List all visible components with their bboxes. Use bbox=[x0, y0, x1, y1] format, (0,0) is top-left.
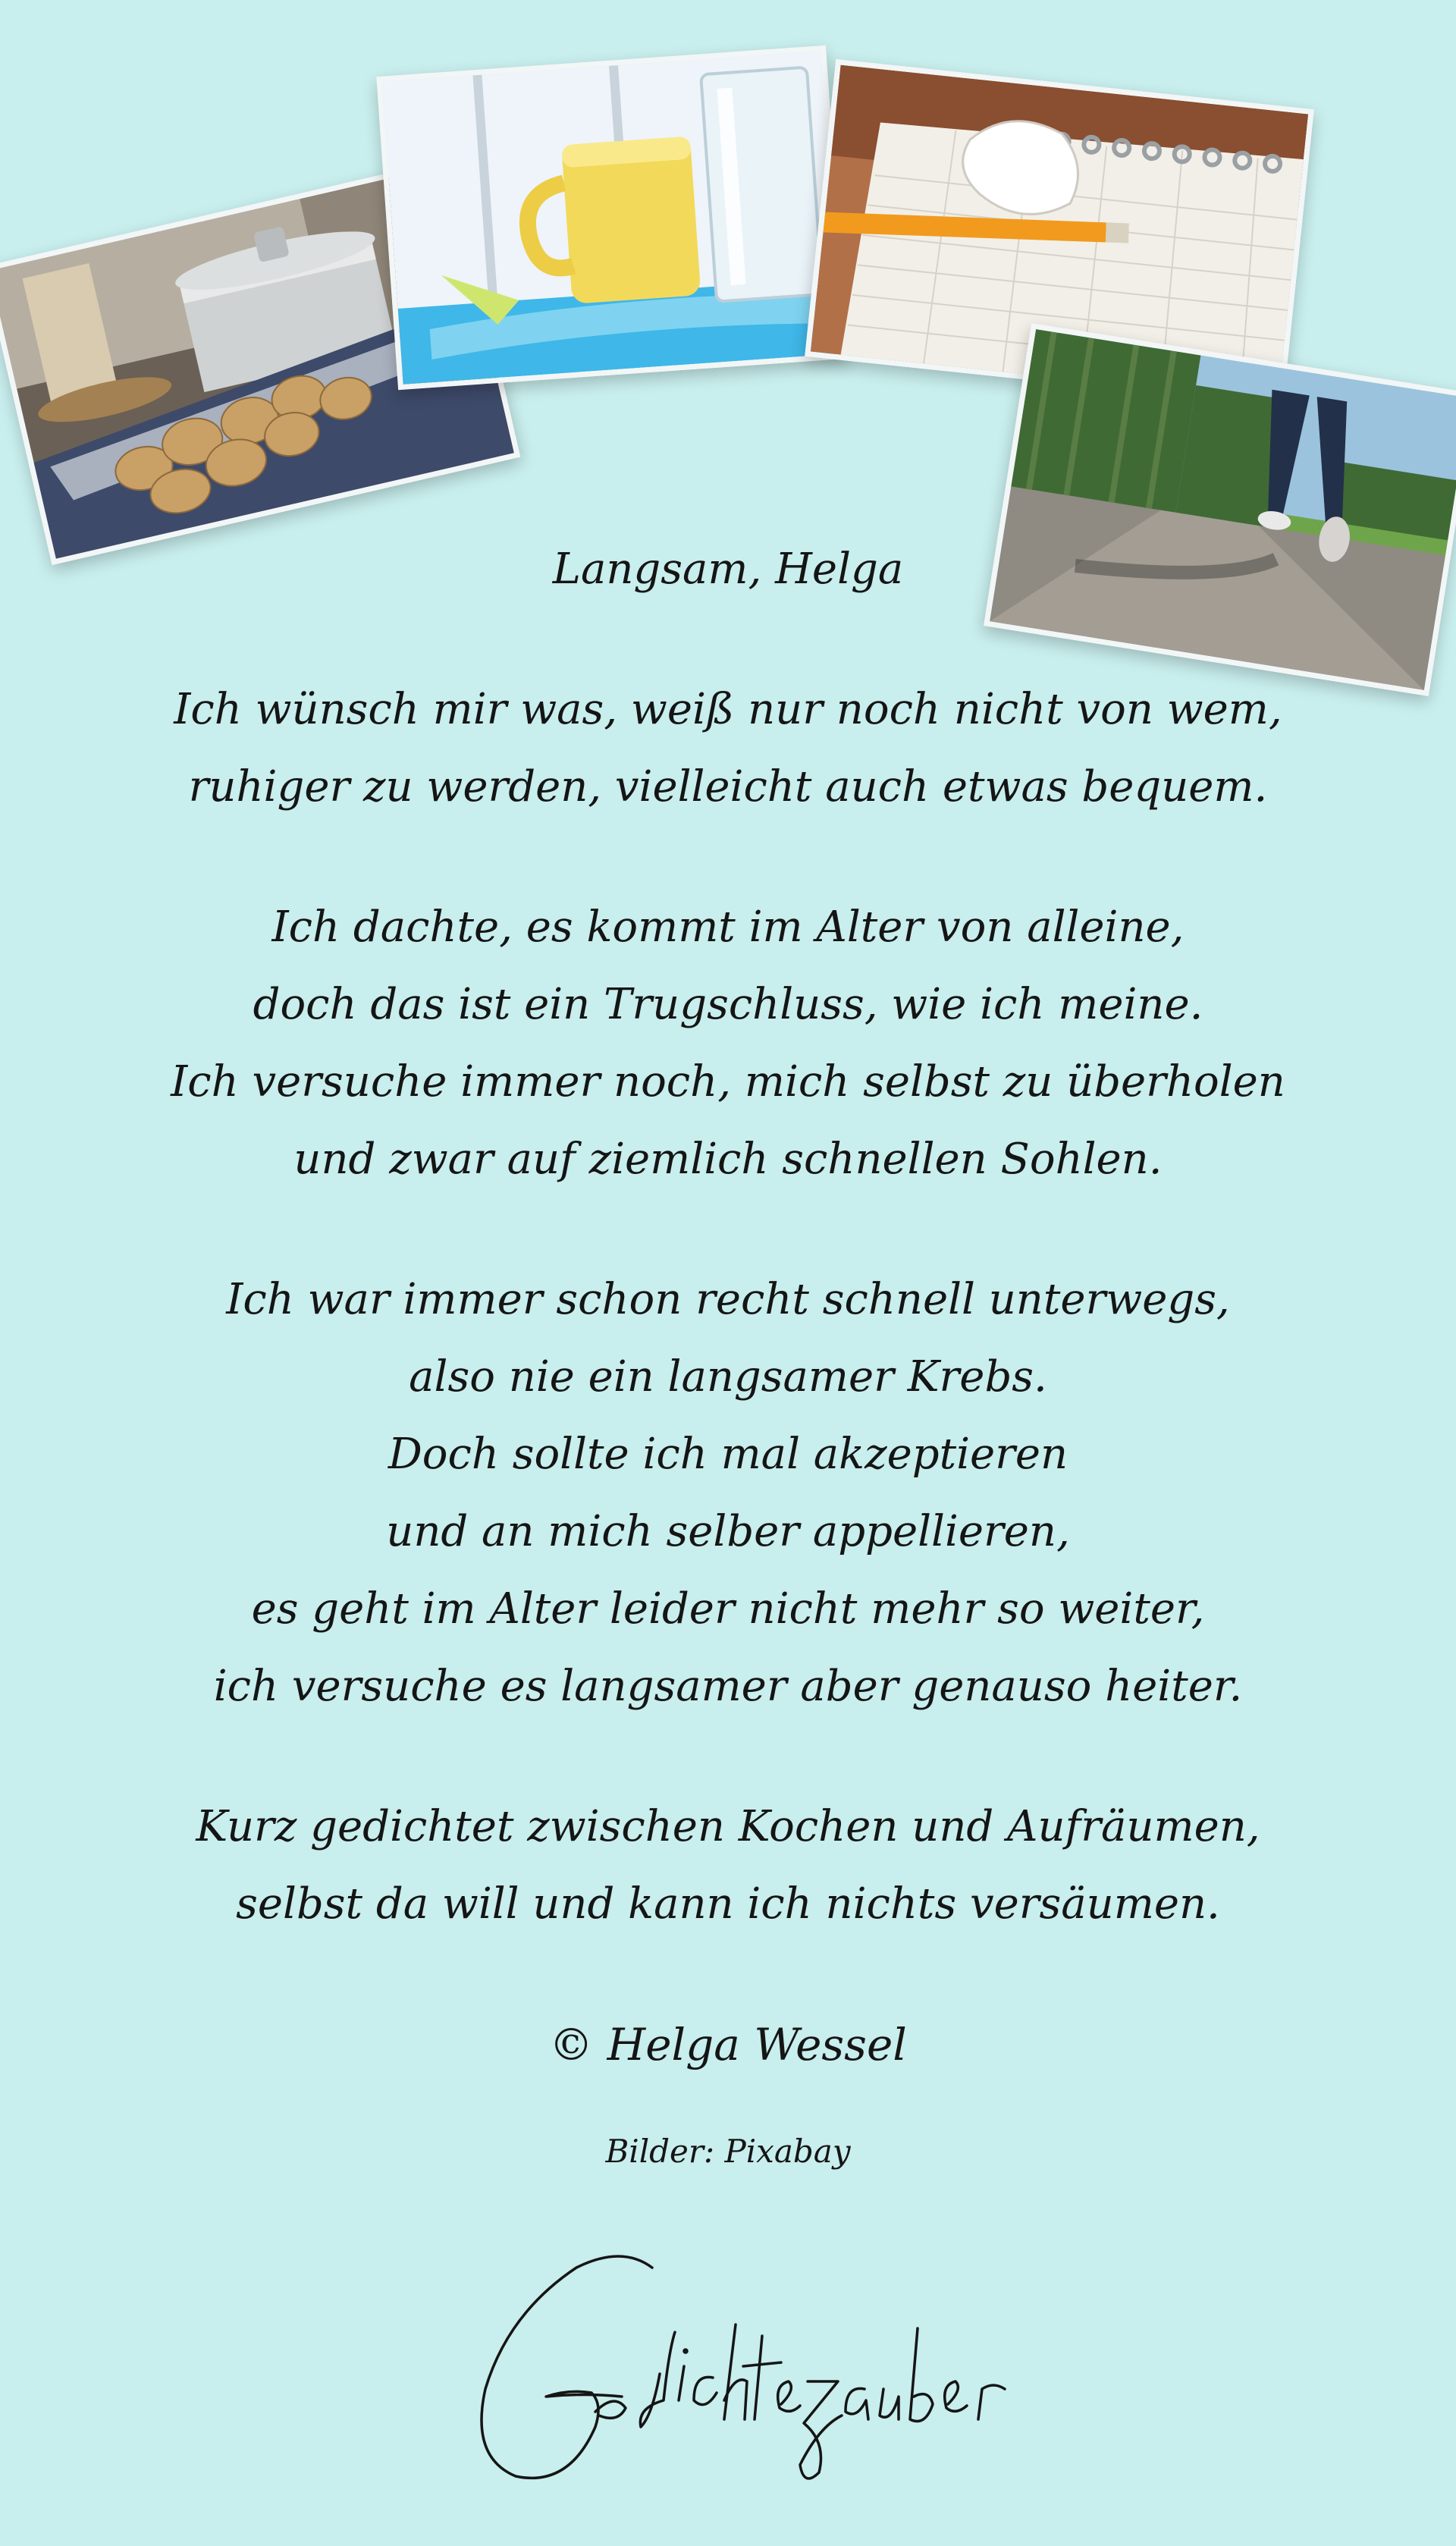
stanza-2 bbox=[0, 889, 1456, 1198]
poem-line: Kurz gedichtet zwischen Kochen und Aufräumen, bbox=[196, 1802, 1260, 1851]
poem-line: Ich versuche immer noch, mich selbst zu überholen bbox=[171, 1057, 1285, 1107]
poem-line: doch das ist ein Trugschluss, wie ich meine. bbox=[253, 980, 1203, 1029]
poem-line: Doch sollte ich mal akzeptieren bbox=[388, 1430, 1068, 1479]
poem-line: selbst da will und kann ich nichts versäumen. bbox=[236, 1879, 1220, 1929]
stanza-gap bbox=[0, 1943, 1456, 2006]
copyright-author: © Helga Wessel bbox=[549, 2019, 907, 2070]
stanza-gap bbox=[0, 826, 1456, 889]
stanza-gap bbox=[0, 1198, 1456, 1261]
stanza-1 bbox=[0, 671, 1456, 826]
yellow-mug-photo bbox=[376, 46, 847, 390]
poem-line: ich versuche es langsamer aber genauso heiter. bbox=[213, 1662, 1243, 1711]
poem-line: und an mich selber appellieren, bbox=[386, 1507, 1070, 1556]
poem-line: ruhiger zu werden, vielleicht auch etwas bequem. bbox=[188, 762, 1268, 812]
poem-title: Langsam, Helga bbox=[552, 545, 904, 594]
image-credits: Bilder: Pixabay bbox=[605, 2133, 851, 2170]
poem-line: Ich war immer schon recht schnell unterwegs, bbox=[226, 1275, 1230, 1324]
poem-line: Ich wünsch mir was, weiß nur noch nicht von wem, bbox=[174, 685, 1282, 734]
poem-line: also nie ein langsamer Krebs. bbox=[409, 1352, 1047, 1402]
poem-line: Ich dachte, es kommt im Alter von alleine, bbox=[271, 903, 1185, 952]
stanza-3 bbox=[0, 1261, 1456, 1725]
poem bbox=[0, 531, 1456, 2182]
poem-line: und zwar auf ziemlich schnellen Sohlen. bbox=[293, 1135, 1163, 1184]
stanza-gap bbox=[0, 1725, 1456, 1788]
gedichtezauber-signature-logo bbox=[463, 2237, 1009, 2495]
stanza-gap bbox=[0, 608, 1456, 671]
poem-line: es geht im Alter leider nicht mehr so weiter, bbox=[251, 1584, 1205, 1634]
stanza-4 bbox=[0, 1788, 1456, 1943]
